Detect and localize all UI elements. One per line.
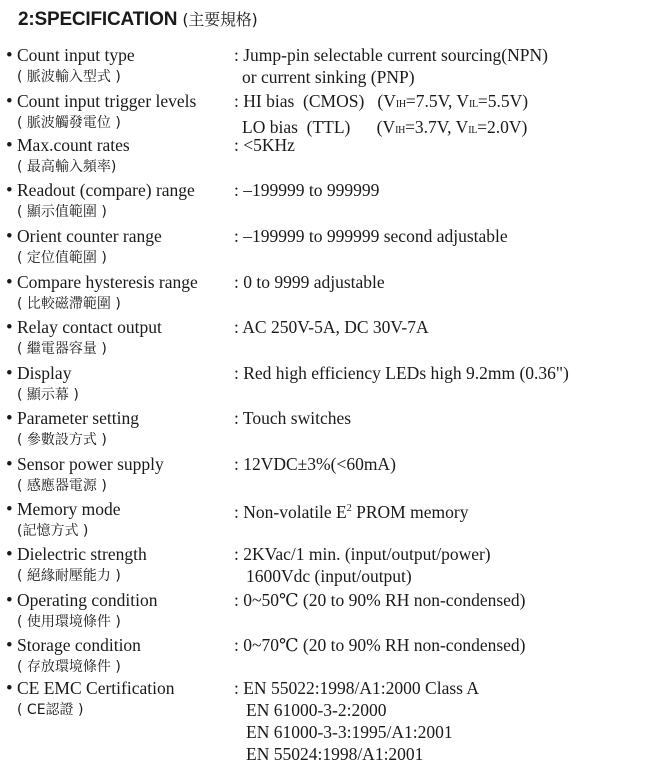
spec-value-line: : Jump-pin selectable current sourcing(NPN) (234, 45, 548, 65)
spec-label (17, 316, 162, 360)
spec-label (17, 453, 164, 497)
bullet: • (6, 317, 13, 338)
spec-label-en: Operating condition (17, 590, 158, 610)
spec-label (17, 634, 141, 678)
spec-value-line: : AC 250V-5A, DC 30V-7A (234, 317, 429, 337)
spec-label-zh: ( 存放環境條件 ) (17, 659, 121, 675)
value-text: : Non-volatile E (234, 501, 347, 522)
bullet: • (6, 91, 13, 112)
spec-value-line: : –199999 to 999999 second adjustable (234, 226, 508, 246)
spec-label-en: Display (17, 363, 72, 383)
spec-value-line: : 12VDC±3%(<60mA) (234, 454, 396, 474)
value-text: =2.0V) (477, 117, 528, 137)
subscript-il: IL (468, 125, 478, 136)
bullet: • (6, 180, 13, 201)
bullet: • (6, 408, 13, 429)
spec-value (234, 362, 569, 384)
spec-label-zh: ( 參數設方式 ) (17, 432, 107, 448)
spec-value-line: : <5KHz (234, 135, 295, 155)
spec-label-en: Sensor power supply (17, 454, 164, 474)
spec-label-en: CE EMC Certification (17, 678, 175, 698)
spec-value-line: : 0~50℃ (20 to 90% RH non-condensed) (234, 590, 526, 610)
spec-value-line: : Touch switches (234, 408, 352, 428)
spec-label-zh: ( 脈波觸發電位 ) (17, 115, 121, 131)
spec-value-line: : 0~70℃ (20 to 90% RH non-condensed) (234, 635, 526, 655)
spec-label (17, 179, 195, 223)
spec-label-zh: ( 使用環境條件 ) (17, 614, 121, 630)
bullet: • (6, 678, 13, 699)
spec-label-zh: (記憶方式 ) (17, 523, 89, 539)
spec-value (234, 179, 379, 201)
spec-label-en: Compare hysteresis range (17, 272, 198, 292)
spec-label (17, 498, 121, 542)
subscript-ih: IH (395, 99, 406, 110)
bullet: • (6, 635, 13, 656)
spec-label-en: Max.count rates (17, 135, 130, 155)
spec-label-zh: ( 繼電器容量 ) (17, 341, 107, 357)
section-title-en: 2:SPECIFICATION (18, 9, 178, 30)
spec-label-en: Memory mode (17, 499, 121, 519)
bullet: • (6, 272, 13, 293)
value-text: PROM memory (351, 501, 469, 522)
spec-value-line: EN 61000-3-2:2000 (246, 700, 387, 720)
spec-label-zh: ( CE認證 ) (17, 702, 84, 718)
spec-label-zh: ( 定位值範圍 ) (17, 250, 107, 266)
spec-value (234, 589, 526, 611)
spec-label-en: Parameter setting (17, 408, 139, 428)
bullet: • (6, 544, 13, 565)
section-title (18, 7, 258, 31)
subscript-il: IL (469, 99, 478, 110)
spec-label-zh: ( 絕緣耐壓能力 ) (17, 568, 121, 584)
spec-value-line: or current sinking (PNP) (242, 67, 415, 87)
value-text: LO bias (TTL) (V (242, 117, 396, 137)
superscript: 2 (346, 503, 352, 514)
spec-label (17, 225, 162, 269)
spec-value (234, 271, 385, 293)
bullet: • (6, 226, 13, 247)
spec-label-en: Count input trigger levels (17, 91, 197, 111)
spec-value (234, 316, 429, 338)
spec-value (234, 225, 508, 247)
spec-value-line (234, 90, 528, 116)
spec-value (234, 543, 491, 587)
spec-value (234, 407, 351, 429)
spec-label (17, 90, 196, 134)
spec-label-en: Dielectric strength (17, 544, 147, 564)
spec-value (234, 134, 295, 156)
value-text: : HI bias (CMOS) (V (234, 91, 396, 111)
spec-label-en: Relay contact output (17, 317, 162, 337)
bullet: • (6, 363, 13, 384)
spec-label-zh: ( 感應器電源 ) (17, 478, 107, 494)
value-text: =7.5V, V (405, 91, 470, 111)
bullet: • (6, 135, 13, 156)
spec-label (17, 362, 79, 406)
spec-value (234, 453, 396, 475)
value-text: =5.5V) (477, 91, 529, 111)
spec-value-line: : Red high efficiency LEDs high 9.2mm (0.36") (234, 363, 569, 383)
spec-value-line: : EN 55022:1998/A1:2000 Class A (234, 678, 480, 698)
spec-value (234, 44, 548, 88)
bullet: • (6, 590, 13, 611)
spec-value-line: : 0 to 9999 adjustable (234, 272, 385, 292)
spec-label (17, 44, 135, 88)
spec-label (17, 677, 174, 721)
spec-value-line: 1600Vdc (input/output) (246, 566, 412, 586)
spec-label (17, 134, 130, 178)
spec-label-en: Orient counter range (17, 226, 162, 246)
spec-label (17, 589, 157, 633)
spec-value-line: EN 55024:1998/A1:2001 (246, 744, 424, 764)
section-title-zh: (主要規格) (182, 10, 258, 29)
subscript-ih: IH (395, 125, 406, 136)
bullet: • (6, 499, 13, 520)
spec-value-line: : 2KVac/1 min. (input/output/power) (234, 544, 491, 564)
spec-label-zh: ( 顯示值範圍 ) (17, 204, 107, 220)
spec-label-zh: ( 比較磁滯範圍 ) (17, 296, 121, 312)
bullet: • (6, 454, 13, 475)
spec-value (234, 498, 468, 523)
spec-value-line: : –199999 to 999999 (234, 180, 380, 200)
spec-value (234, 634, 526, 656)
spec-label-en: Storage condition (17, 635, 141, 655)
value-text: =3.7V, V (405, 117, 469, 137)
spec-label-zh: ( 脈波輸入型式 ) (17, 69, 121, 85)
spec-label-en: Count input type (17, 45, 135, 65)
spec-label-zh: ( 最高輸入頻率) (17, 159, 117, 175)
spec-label-zh: ( 顯示幕 ) (17, 387, 79, 403)
spec-value (234, 677, 479, 765)
spec-label (17, 543, 147, 587)
spec-value-line (234, 498, 468, 523)
spec-label-en: Readout (compare) range (17, 180, 195, 200)
spec-value-line: EN 61000-3-3:1995/A1:2001 (246, 722, 453, 742)
bullet: • (6, 45, 13, 66)
spec-label (17, 407, 139, 451)
spec-label (17, 271, 198, 315)
